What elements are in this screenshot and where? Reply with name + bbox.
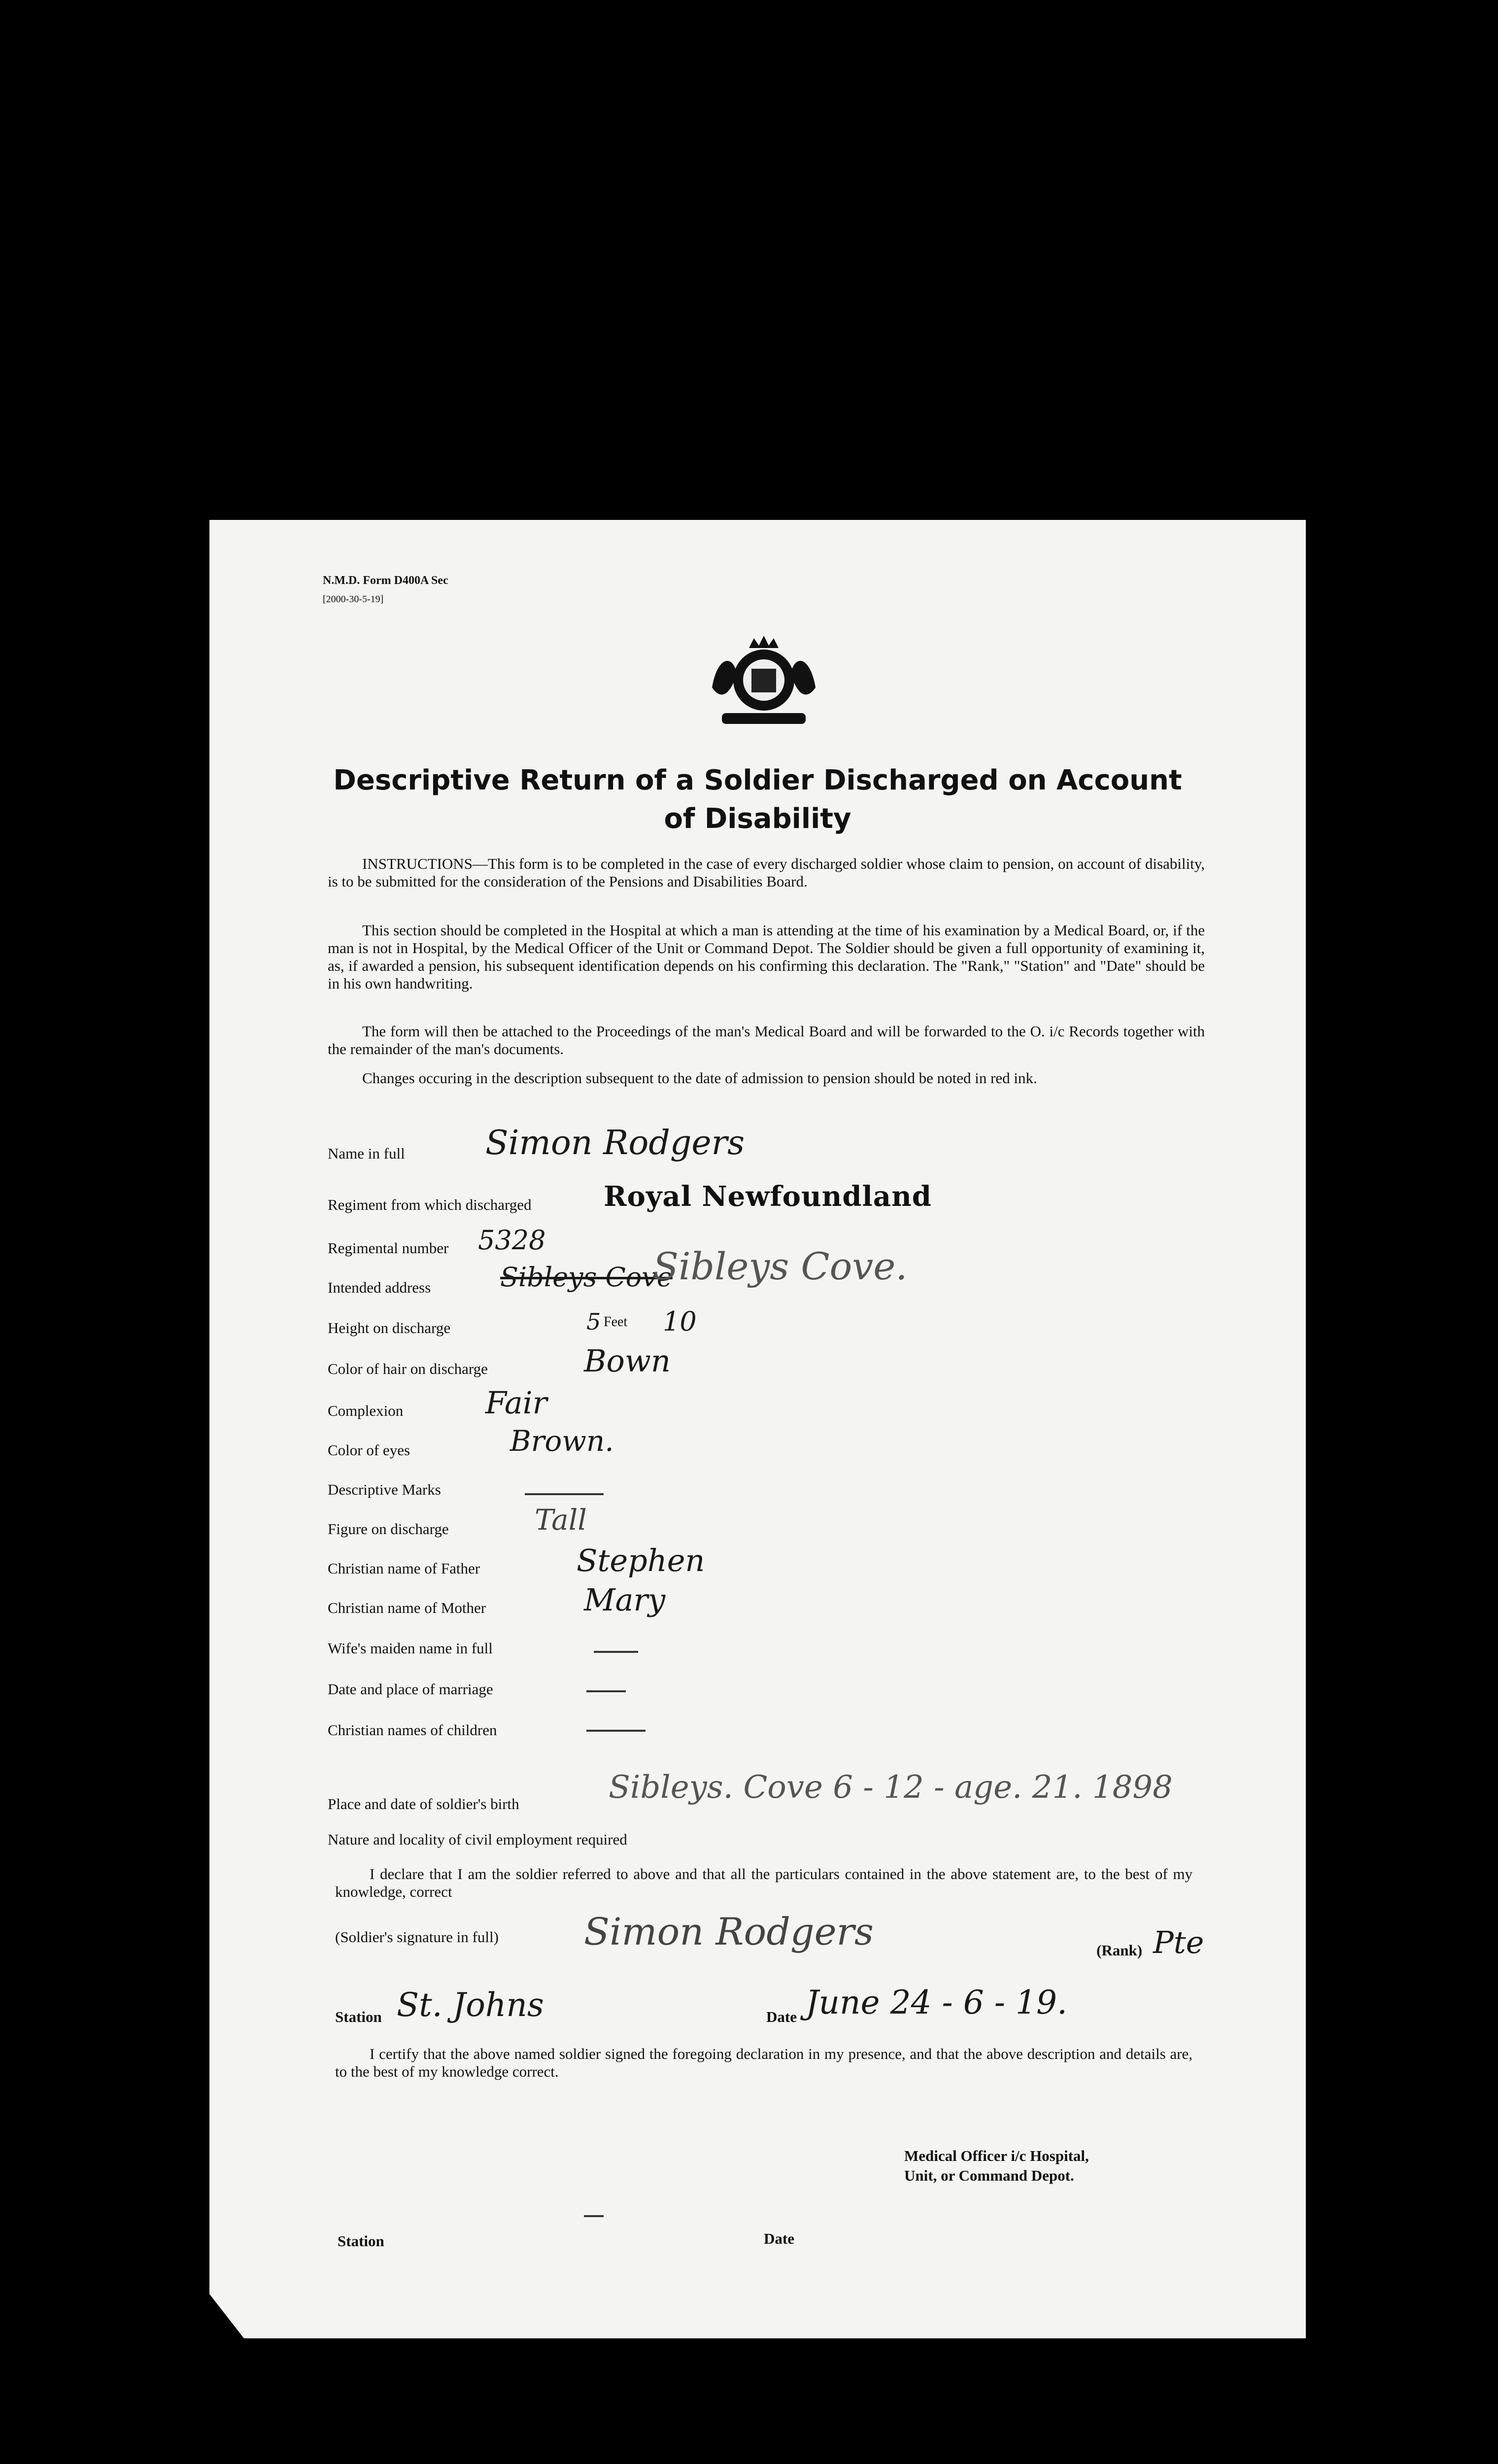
birth-value: Sibleys. Cove 6 - 12 - age. 21. 1898 bbox=[609, 1769, 1173, 1806]
regiment-value: Royal Newfoundland bbox=[604, 1180, 932, 1213]
height-feet-word: Feet bbox=[604, 1314, 628, 1330]
address-label: Intended address bbox=[328, 1279, 431, 1296]
instructions-para-3: The form will then be attached to the Proceedings of the man's Medical Board and will be forwarded to the O. i/c Records together with the remainder of the man's documents. bbox=[328, 1023, 1205, 1058]
medical-officer-line-2: Unit, or Command Depot. bbox=[904, 2167, 1074, 2184]
rank-label: (Rank) bbox=[1096, 1942, 1143, 1959]
station-label: Station bbox=[335, 2008, 382, 2025]
ink-mark bbox=[584, 2215, 604, 2217]
employment-label: Nature and locality of civil employment required bbox=[328, 1831, 627, 1848]
soldier-signature: Simon Rodgers bbox=[584, 1910, 874, 1953]
mother-label: Christian name of Mother bbox=[328, 1599, 486, 1616]
height-label: Height on discharge bbox=[328, 1319, 451, 1336]
hair-value: Bown bbox=[584, 1343, 671, 1379]
marriage-dash bbox=[586, 1690, 626, 1692]
mother-value: Mary bbox=[584, 1582, 666, 1618]
royal-coat-of-arms-icon bbox=[702, 628, 825, 732]
father-label: Christian name of Father bbox=[328, 1560, 480, 1577]
height-inches: 10 bbox=[663, 1306, 697, 1337]
declaration-text: I declare that I am the soldier referred to above and that all the particulars contained in the above statement are, to the best of my knowledge, correct bbox=[335, 1865, 1192, 1900]
page-corner-fold bbox=[209, 2294, 244, 2338]
discharge-form bbox=[209, 520, 1306, 2338]
signature-label: (Soldier's signature in full) bbox=[335, 1928, 499, 1946]
eyes-label: Color of eyes bbox=[328, 1441, 410, 1459]
medical-officer-block bbox=[904, 2146, 1089, 2186]
regimental-number-label: Regimental number bbox=[328, 1239, 449, 1257]
station-value: St. Johns bbox=[397, 1986, 544, 2024]
regimental-number-value: 5328 bbox=[478, 1225, 546, 1256]
complexion-value: Fair bbox=[485, 1385, 547, 1421]
station2-label: Station bbox=[338, 2232, 384, 2250]
title-line-2: of Disability bbox=[664, 803, 851, 835]
date-label: Date bbox=[766, 2008, 797, 2025]
instructions-para-2: This section should be completed in the Hospital at which a man is attending at the time of his examination by a Medical Board, or, if the man is not in Hospital, by the Medical Officer of the Unit or Command Depot. The Soldier should be given a full opportunity of examining it, as, if awarded a pension, his subsequent identification depends on his confirming this declaration. The "Rank," "Station" and "Date" should be in his own handwriting. bbox=[328, 922, 1205, 992]
father-value: Stephen bbox=[577, 1542, 705, 1578]
address-value: Sibleys Cove. bbox=[653, 1244, 908, 1288]
medical-officer-line-1: Medical Officer i/c Hospital, bbox=[904, 2147, 1089, 2164]
instructions-para-1: INSTRUCTIONS—This form is to be completed in the case of every discharged soldier whose claim to pension, on account of disability, is to be submitted for the consideration of the Pensions and Disabilities Board. bbox=[328, 855, 1205, 890]
rank-value: Pte bbox=[1153, 1924, 1204, 1960]
figure-label: Figure on discharge bbox=[328, 1520, 449, 1538]
children-label: Christian names of children bbox=[328, 1721, 497, 1739]
date-value: June 24 - 6 - 19. bbox=[806, 1984, 1067, 2021]
complexion-label: Complexion bbox=[328, 1402, 404, 1419]
birth-label: Place and date of soldier's birth bbox=[328, 1795, 519, 1813]
date2-label: Date bbox=[764, 2230, 794, 2247]
figure-value: Tall bbox=[535, 1503, 587, 1537]
form-number: N.M.D. Form D400A Sec bbox=[323, 574, 448, 587]
title-line-1: Descriptive Return of a Soldier Discharged on Account bbox=[333, 764, 1182, 796]
print-code: [2000-30-5-19] bbox=[323, 594, 384, 605]
height-feet: 5 bbox=[586, 1308, 601, 1335]
address-struck-value: Sibleys Cove bbox=[500, 1262, 673, 1293]
children-dash bbox=[586, 1730, 646, 1732]
marriage-label: Date and place of marriage bbox=[328, 1680, 493, 1698]
hair-label: Color of hair on discharge bbox=[328, 1360, 488, 1377]
form-title bbox=[209, 761, 1306, 838]
marks-dash bbox=[525, 1493, 604, 1495]
name-label: Name in full bbox=[328, 1145, 405, 1162]
wife-dash bbox=[594, 1651, 638, 1653]
wife-label: Wife's maiden name in full bbox=[328, 1640, 493, 1657]
marks-label: Descriptive Marks bbox=[328, 1481, 441, 1498]
name-value: Simon Rodgers bbox=[485, 1124, 745, 1163]
instructions-para-4: Changes occuring in the description subsequent to the date of admission to pension should be noted in red ink. bbox=[362, 1069, 1037, 1087]
regiment-label: Regiment from which discharged bbox=[328, 1196, 532, 1213]
eyes-value: Brown. bbox=[510, 1424, 614, 1458]
certify-text: I certify that the above named soldier signed the foregoing declaration in my presence, and that the above description and details are, to the best of my knowledge correct. bbox=[335, 2045, 1192, 2080]
